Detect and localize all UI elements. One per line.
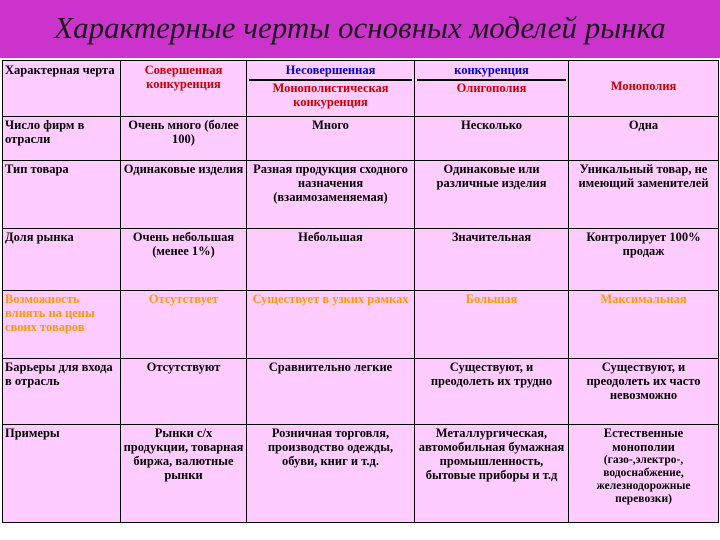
table-row-price-influence	[3, 291, 719, 359]
header-imperfect-label: Несовершенная	[285, 63, 376, 77]
cell-perfect: Рынки с/х продукции, товарная биржа, валютные рынки	[121, 425, 247, 523]
cell-oligopoly: Большая	[415, 291, 569, 359]
header-perfect-label: Совершенная конкуренция	[144, 63, 223, 91]
cell-monopoly: Уникальный товар, не имеющий заменителей	[569, 161, 719, 229]
cell-perfect: Очень небольшая (менее 1%)	[121, 229, 247, 291]
row-feature-cell: Число фирм в отрасли	[3, 117, 121, 161]
cell-monopolistic: Существует в узких рамках	[247, 291, 415, 359]
comparison-table-container	[2, 60, 718, 522]
cell-oligopoly: Металлургическая, автомобильная бумажная промышленность, бытовые приборы и т.д	[415, 425, 569, 523]
row-feature-cell: Доля рынка	[3, 229, 121, 291]
cell-monopolistic: Небольшая	[247, 229, 415, 291]
cell-perfect: Отсутствуют	[121, 359, 247, 425]
cell-monopolistic: Много	[247, 117, 415, 161]
cell-monopolistic: Разная продукция сходного назначения (взаимозаменяемая)	[247, 161, 415, 229]
table-header-row	[3, 61, 719, 117]
header-monopoly	[569, 61, 719, 117]
header-monopoly-label: Монополия	[610, 79, 677, 93]
table-row-number-of-firms	[3, 117, 719, 161]
header-perfect	[121, 61, 247, 117]
row-feature-cell: Примеры	[3, 425, 121, 523]
cell-monopolistic: Розничная торговля, производство одежды, обуви, книг и т.д.	[247, 425, 415, 523]
header-oligopoly	[415, 61, 569, 117]
cell-oligopoly: Существуют, и преодолеть их трудно	[415, 359, 569, 425]
row-feature-cell: Тип товара	[3, 161, 121, 229]
header-feature	[3, 61, 121, 117]
cell-oligopoly: Несколько	[415, 117, 569, 161]
cell-monopoly: Контролирует 100% продаж	[569, 229, 719, 291]
page-title: Характерные черты основных моделей рынка	[54, 10, 666, 45]
cell-monopoly-note: (газо-,электро-, водоснабжение, железнодорожные перевозки)	[596, 454, 691, 505]
header-feature-label: Характерная черта	[5, 63, 115, 77]
header-imperfect-tail-label: конкуренция	[454, 63, 529, 77]
cell-oligopoly: Значительная	[415, 229, 569, 291]
cell-perfect: Отсутствует	[121, 291, 247, 359]
header-oligopoly-label: Олигополия	[417, 79, 566, 95]
cell-monopoly-main: Естественные монополии	[603, 426, 684, 454]
header-monopolistic	[247, 61, 415, 117]
cell-oligopoly: Одинаковые или различные изделия	[415, 161, 569, 229]
cell-monopoly: Максимальная	[569, 291, 719, 359]
cell-monopoly: Одна	[569, 117, 719, 161]
table-row-examples	[3, 425, 719, 523]
cell-monopoly	[569, 425, 719, 523]
header-monopolistic-label: Монополистическая конкуренция	[249, 79, 412, 109]
cell-perfect: Одинаковые изделия	[121, 161, 247, 229]
row-feature-cell: Возможность влиять на цены своих товаров	[3, 291, 121, 359]
table-row-market-share	[3, 229, 719, 291]
bottom-margin	[0, 524, 720, 540]
cell-perfect: Очень много (более 100)	[121, 117, 247, 161]
comparison-table	[2, 60, 719, 523]
cell-monopolistic: Сравнительно легкие	[247, 359, 415, 425]
table-row-entry-barriers	[3, 359, 719, 425]
table-row-product-type	[3, 161, 719, 229]
cell-monopoly: Существуют, и преодолеть их часто невозможно	[569, 359, 719, 425]
row-feature-cell: Барьеры для входа в отрасль	[3, 359, 121, 425]
